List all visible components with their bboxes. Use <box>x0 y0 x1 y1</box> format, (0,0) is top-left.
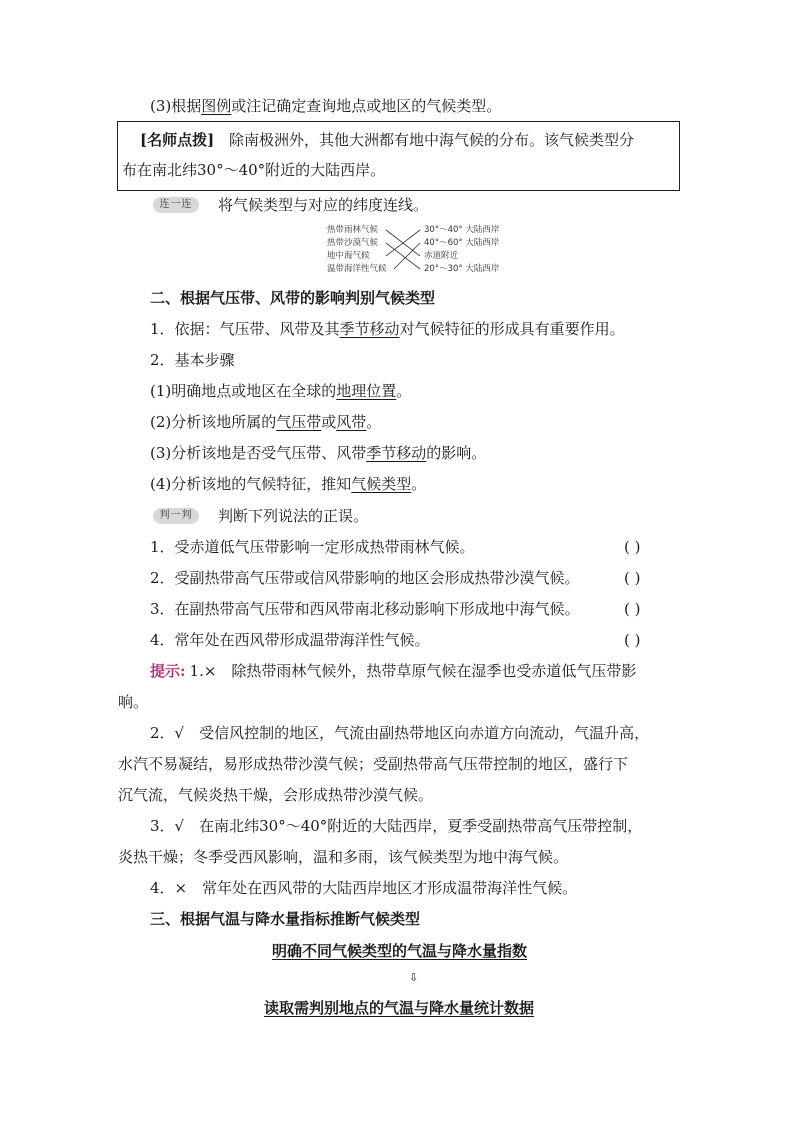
hint-4-line1: 4．× 常年处在西风带的大陆西岸地区才形成温带海洋性气候。 <box>150 879 578 897</box>
step2-underlined-2: 风带 <box>336 413 367 431</box>
match-line-2 <box>386 243 420 269</box>
connect-tag: 连一连 <box>153 197 199 213</box>
teacher-note-label: [名师点拨] <box>140 131 215 149</box>
step3-rest: 或注记确定查询地点或地区的气候类型。 <box>231 97 502 115</box>
step2-mid: 或 <box>321 413 337 431</box>
match-left-3: 地中海气候 <box>327 251 370 261</box>
step4-underlined: 气候类型 <box>351 475 412 493</box>
hint-label: 提示: <box>150 662 186 680</box>
section3-title: 三、根据气温与降水量指标推断气候类型 <box>150 910 421 928</box>
hint-3-line2: 炎热干燥；冬季受西风影响，温和多雨，该气候类型为地中海气候。 <box>118 848 569 866</box>
judge-item-2: 2．受副热带高气压带或信风带影响的地区会形成热带沙漠气候。 <box>150 569 580 587</box>
match-right-4: 20°～30° 大陆西岸 <box>424 264 500 274</box>
match-left-1: 热带雨林气候 <box>327 225 379 235</box>
step2-suffix: 。 <box>366 413 382 431</box>
answer-paren-2[interactable]: ( ) <box>624 569 641 587</box>
hint-3-line1: 3．√ 在南北纬30°～40°附近的大陆西岸，夏季受副热带高气压带控制， <box>150 817 643 835</box>
step3-underlined-legend: 图例 <box>201 97 232 115</box>
step3b-suffix: 的影响。 <box>426 444 487 462</box>
flow-step-1: 明确不同气候类型的气温与降水量指数 <box>272 942 528 960</box>
hint-2-line2: 水汽不易凝结，易形成热带沙漠气候；受副热带高气压带控制的地区，盛行下 <box>118 755 629 773</box>
match-left-2: 热带沙漠气候 <box>327 238 379 248</box>
hint-1-text: 1.× 除热带雨林气候外，热带草原气候在湿季也受赤道低气压带影 <box>189 662 637 680</box>
match-right-2: 40°～60° 大陆西岸 <box>424 238 500 248</box>
teacher-note-line2: 布在南北纬30°～40°附近的大陆西岸。 <box>122 161 386 179</box>
hint-2-line1: 2．√ 受信风控制的地区，气流由副热带地区向赤道方向流动，气温升高， <box>150 724 650 742</box>
judge-item-4: 4．常年处在西风带形成温带海洋性气候。 <box>150 631 430 649</box>
step4-suffix: 。 <box>411 475 427 493</box>
match-right-1: 30°～40° 大陆西岸 <box>424 225 500 235</box>
hint-1-line1 <box>150 661 636 681</box>
flow-step-2: 读取需判别地点的气温与降水量统计数据 <box>264 999 535 1017</box>
basis-underlined: 季节移动 <box>339 320 400 338</box>
step1-suffix: 。 <box>396 382 412 400</box>
basis-prefix: 1．依据：气压带、风带及其 <box>150 320 340 338</box>
teacher-note-text1: 除南极洲外，其他大洲都有地中海气候的分布。该气候类型分 <box>228 131 634 149</box>
section2-steps-title: 2．基本步骤 <box>150 351 235 369</box>
step3b-underlined: 季节移动 <box>366 444 427 462</box>
flow-arrow-icon: ⇩ <box>409 971 419 984</box>
basis-suffix: 对气候特征的形成具有重要作用。 <box>399 320 625 338</box>
connect-task-text: 将气候类型与对应的纬度连线。 <box>218 196 429 214</box>
step-4 <box>150 474 426 494</box>
answer-paren-4[interactable]: ( ) <box>624 631 641 649</box>
step1-underlined: 地理位置 <box>336 382 397 400</box>
judge-tag: 判一判 <box>153 508 199 524</box>
step3b-prefix: (3)分析该地是否受气压带、风带 <box>150 444 367 462</box>
step-1 <box>150 381 411 401</box>
hint-1-line2: 响。 <box>118 693 149 711</box>
match-left-4: 温带海洋性气候 <box>327 264 387 274</box>
judge-item-1: 1．受赤道低气压带影响一定形成热带雨林气候。 <box>150 538 475 556</box>
answer-paren-1[interactable]: ( ) <box>624 538 641 556</box>
hint-2-line3: 沉气流，气候炎热干燥，会形成热带沙漠气候。 <box>118 786 434 804</box>
step3-line <box>150 96 501 116</box>
judge-task-text: 判断下列说法的正误。 <box>218 507 369 525</box>
step3-prefix: (3)根据 <box>150 97 202 115</box>
matching-lines <box>324 222 504 278</box>
step-2 <box>150 412 381 432</box>
answer-paren-3[interactable]: ( ) <box>624 600 641 618</box>
step2-prefix: (2)分析该地所属的 <box>150 413 277 431</box>
step2-underlined-1: 气压带 <box>276 413 322 431</box>
match-right-3: 赤道附近 <box>424 251 459 261</box>
teacher-note-box <box>117 121 680 191</box>
judge-item-3: 3．在副热带高气压带和西风带南北移动影响下形成地中海气候。 <box>150 600 580 618</box>
step-3 <box>150 443 486 463</box>
matching-diagram <box>324 222 504 278</box>
teacher-note-line1 <box>140 130 634 150</box>
section2-basis <box>150 319 625 339</box>
step1-prefix: (1)明确地点或地区在全球的 <box>150 382 337 400</box>
section2-title: 二、根据气压带、风带的影响判别气候类型 <box>150 289 436 307</box>
step4-prefix: (4)分析该地的气候特征，推知 <box>150 475 352 493</box>
